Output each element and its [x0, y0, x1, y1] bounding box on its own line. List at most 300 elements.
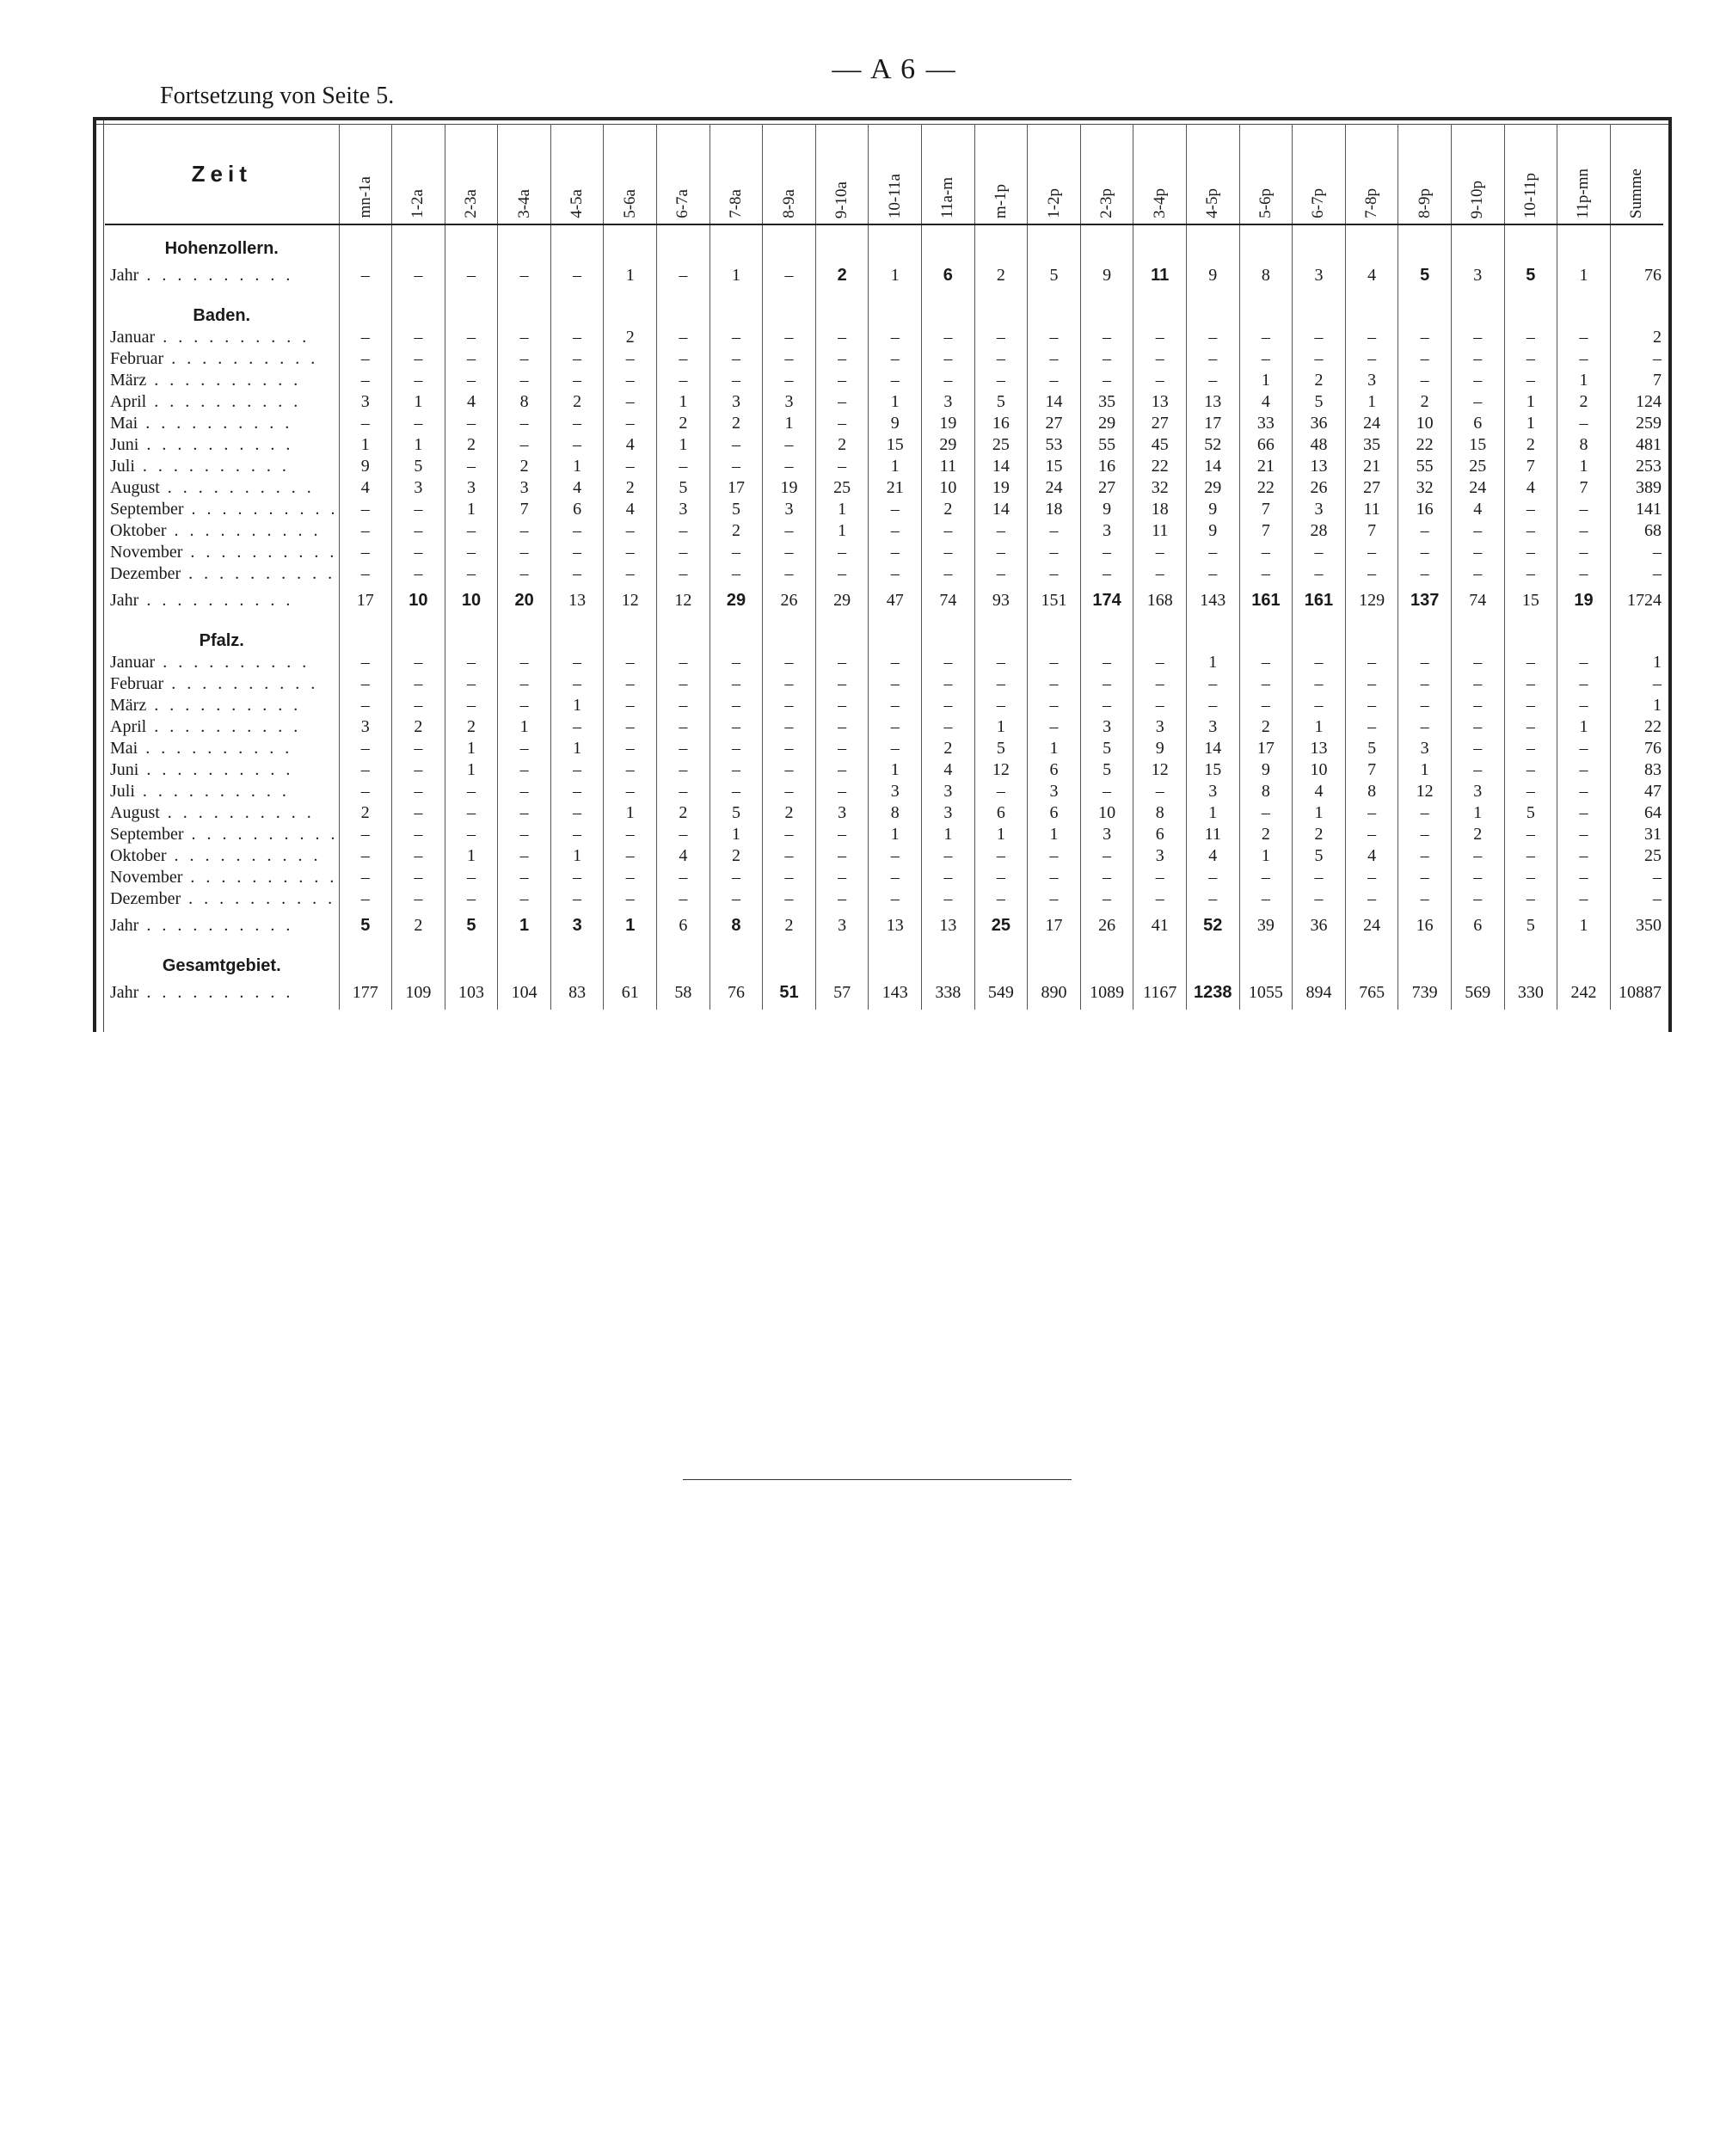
data-cell: 3: [1080, 822, 1133, 844]
data-cell: –: [550, 347, 604, 368]
column-header: [763, 124, 816, 224]
data-cell: –: [550, 672, 604, 693]
section-title: Baden.: [193, 306, 251, 325]
empty-cell: [1557, 292, 1611, 325]
data-cell: –: [604, 822, 657, 844]
column-header: [1451, 124, 1504, 224]
data-cell: –: [550, 519, 604, 540]
data-cell: –: [550, 562, 604, 583]
data-cell: 17: [1028, 908, 1081, 943]
data-cell: –: [1187, 672, 1240, 693]
data-cell: –: [1293, 887, 1346, 908]
empty-cell: [604, 292, 657, 325]
column-header-label: 4-5p: [1203, 188, 1222, 218]
data-cell: –: [1398, 650, 1452, 672]
data-cell: 2: [1293, 822, 1346, 844]
total-cell: –: [1610, 562, 1663, 583]
data-cell: 5: [1293, 390, 1346, 411]
data-cell: –: [1028, 715, 1081, 736]
data-cell: –: [339, 562, 392, 583]
empty-cell: [710, 943, 763, 975]
data-cell: 16: [1080, 454, 1133, 476]
data-cell: –: [1080, 844, 1133, 865]
data-cell: –: [869, 693, 922, 715]
data-cell: –: [1133, 672, 1187, 693]
column-header-label: 1-2p: [1044, 188, 1063, 218]
month-row: [105, 325, 1663, 347]
data-cell: –: [710, 779, 763, 801]
data-cell: 3: [1187, 779, 1240, 801]
data-cell: –: [815, 865, 869, 887]
data-cell: –: [763, 887, 816, 908]
month-row: [105, 715, 1663, 736]
column-header-label: 7-8p: [1362, 188, 1381, 218]
data-cell: –: [763, 844, 816, 865]
data-cell: 1: [604, 258, 657, 292]
column-header: [1398, 124, 1452, 224]
empty-cell: [1398, 617, 1452, 650]
data-cell: 3: [1345, 368, 1398, 390]
data-cell: –: [1398, 540, 1452, 562]
column-header-label: 8-9a: [779, 189, 798, 218]
data-cell: 5: [1398, 258, 1452, 292]
data-cell: –: [1504, 672, 1557, 693]
data-cell: –: [604, 562, 657, 583]
data-cell: 8: [1557, 433, 1611, 454]
data-cell: –: [1239, 347, 1293, 368]
empty-cell: [1293, 617, 1346, 650]
data-cell: –: [1239, 325, 1293, 347]
data-cell: 1055: [1239, 975, 1293, 1010]
data-cell: –: [1504, 540, 1557, 562]
data-cell: –: [657, 672, 710, 693]
data-cell: 765: [1345, 975, 1398, 1010]
data-cell: –: [1557, 844, 1611, 865]
data-cell: 3: [815, 801, 869, 822]
data-cell: 9: [1133, 736, 1187, 758]
data-cell: 1: [1557, 715, 1611, 736]
data-cell: 3: [763, 390, 816, 411]
data-cell: –: [604, 736, 657, 758]
data-cell: 739: [1398, 975, 1452, 1010]
data-cell: 2: [392, 715, 445, 736]
data-cell: –: [1557, 672, 1611, 693]
data-cell: 12: [604, 583, 657, 617]
data-cell: 8: [710, 908, 763, 943]
section-header-row: [105, 943, 1663, 975]
data-cell: –: [869, 497, 922, 519]
empty-cell: [339, 943, 392, 975]
data-cell: 6: [922, 258, 975, 292]
data-cell: –: [1080, 540, 1133, 562]
data-cell: 9: [869, 411, 922, 433]
empty-cell: [604, 617, 657, 650]
data-cell: 20: [498, 583, 551, 617]
data-cell: –: [815, 325, 869, 347]
total-cell: 68: [1610, 519, 1663, 540]
data-cell: 29: [710, 583, 763, 617]
data-cell: 13: [1293, 736, 1346, 758]
data-cell: –: [1451, 390, 1504, 411]
data-cell: –: [1451, 540, 1504, 562]
data-cell: –: [339, 540, 392, 562]
data-cell: 2: [550, 390, 604, 411]
total-cell: 76: [1610, 736, 1663, 758]
data-cell: 4: [657, 844, 710, 865]
data-cell: –: [1398, 325, 1452, 347]
data-cell: –: [1345, 865, 1398, 887]
data-cell: 16: [1398, 497, 1452, 519]
data-cell: –: [974, 865, 1028, 887]
data-cell: –: [1504, 865, 1557, 887]
data-cell: 3: [1398, 736, 1452, 758]
data-cell: –: [657, 693, 710, 715]
empty-cell: [1080, 292, 1133, 325]
data-cell: –: [974, 368, 1028, 390]
column-header: [550, 124, 604, 224]
empty-cell: [604, 943, 657, 975]
data-cell: –: [974, 693, 1028, 715]
data-cell: 1: [392, 390, 445, 411]
data-cell: 8: [1345, 779, 1398, 801]
empty-cell: [710, 292, 763, 325]
empty-cell: [1239, 617, 1293, 650]
data-cell: –: [1133, 562, 1187, 583]
data-cell: –: [1028, 347, 1081, 368]
data-cell: 83: [550, 975, 604, 1010]
data-cell: 27: [1345, 476, 1398, 497]
empty-cell: [1610, 292, 1663, 325]
empty-cell: [763, 292, 816, 325]
data-cell: –: [1028, 540, 1081, 562]
row-label: Jahr . . .: [105, 975, 339, 1010]
month-row: [105, 650, 1663, 672]
section-header-row: [105, 617, 1663, 650]
empty-cell: [1133, 617, 1187, 650]
data-cell: –: [710, 865, 763, 887]
data-cell: 3: [869, 779, 922, 801]
data-cell: 1: [1557, 368, 1611, 390]
row-label: März . . .: [105, 368, 339, 390]
empty-cell: [1345, 943, 1398, 975]
data-cell: –: [392, 519, 445, 540]
row-label: Dezember . . .: [105, 887, 339, 908]
data-cell: 18: [1028, 497, 1081, 519]
data-cell: –: [498, 865, 551, 887]
data-cell: –: [1398, 519, 1452, 540]
data-cell: –: [1133, 865, 1187, 887]
data-cell: 1: [974, 822, 1028, 844]
data-cell: –: [1293, 347, 1346, 368]
data-cell: 5: [1080, 758, 1133, 779]
data-cell: 2: [657, 801, 710, 822]
empty-cell: [1080, 617, 1133, 650]
data-cell: 1: [339, 433, 392, 454]
data-cell: –: [1080, 779, 1133, 801]
month-row: [105, 887, 1663, 908]
data-cell: 5: [1345, 736, 1398, 758]
data-cell: –: [1187, 865, 1240, 887]
data-cell: 1: [922, 822, 975, 844]
data-cell: 1: [1239, 844, 1293, 865]
data-cell: 7: [1345, 758, 1398, 779]
data-cell: –: [392, 347, 445, 368]
data-cell: 1: [1398, 758, 1452, 779]
empty-cell: [445, 292, 498, 325]
data-cell: –: [1557, 540, 1611, 562]
row-label: März . . .: [105, 693, 339, 715]
data-cell: –: [1345, 347, 1398, 368]
data-cell: 3: [445, 476, 498, 497]
data-cell: 1: [710, 258, 763, 292]
column-header: [1133, 124, 1187, 224]
data-cell: 15: [1451, 433, 1504, 454]
empty-cell: [710, 617, 763, 650]
data-cell: –: [1398, 693, 1452, 715]
data-cell: –: [1557, 758, 1611, 779]
data-cell: 3: [1451, 779, 1504, 801]
empty-cell: [1345, 617, 1398, 650]
data-cell: 3: [339, 715, 392, 736]
data-cell: –: [710, 693, 763, 715]
data-cell: –: [763, 736, 816, 758]
column-header: [1080, 124, 1133, 224]
empty-cell: [1610, 224, 1663, 258]
data-cell: 3: [1028, 779, 1081, 801]
column-header: [339, 124, 392, 224]
data-cell: 569: [1451, 975, 1504, 1010]
data-cell: 1: [815, 497, 869, 519]
total-cell: 141: [1610, 497, 1663, 519]
data-cell: –: [657, 325, 710, 347]
data-cell: 5: [1504, 258, 1557, 292]
data-cell: 2: [1504, 433, 1557, 454]
data-cell: –: [1451, 347, 1504, 368]
month-row: [105, 476, 1663, 497]
section-header-row: [105, 224, 1663, 258]
empty-cell: [922, 224, 975, 258]
data-cell: 14: [1187, 736, 1240, 758]
empty-cell: [1557, 943, 1611, 975]
data-cell: 27: [1080, 476, 1133, 497]
data-cell: –: [604, 844, 657, 865]
statistics-table: [105, 124, 1663, 1010]
data-cell: 3: [815, 908, 869, 943]
data-cell: –: [869, 562, 922, 583]
data-cell: 6: [1133, 822, 1187, 844]
data-cell: 13: [1293, 454, 1346, 476]
data-cell: –: [604, 390, 657, 411]
data-cell: 5: [974, 390, 1028, 411]
data-cell: 17: [1187, 411, 1240, 433]
data-cell: 3: [710, 390, 763, 411]
data-cell: 7: [1557, 476, 1611, 497]
data-cell: –: [550, 650, 604, 672]
data-cell: –: [763, 454, 816, 476]
data-cell: 4: [922, 758, 975, 779]
data-cell: 17: [710, 476, 763, 497]
data-cell: 11: [922, 454, 975, 476]
data-cell: 8: [1239, 779, 1293, 801]
data-cell: –: [922, 368, 975, 390]
data-cell: –: [392, 411, 445, 433]
data-cell: –: [922, 347, 975, 368]
row-label: April . . .: [105, 390, 339, 411]
data-cell: 1: [1293, 801, 1346, 822]
total-cell: 31: [1610, 822, 1663, 844]
data-cell: 24: [1345, 908, 1398, 943]
data-cell: –: [604, 865, 657, 887]
row-label: Juni . . .: [105, 758, 339, 779]
column-header: [392, 124, 445, 224]
row-label: November . . .: [105, 540, 339, 562]
data-cell: –: [1557, 693, 1611, 715]
data-cell: –: [1028, 562, 1081, 583]
data-cell: 52: [1187, 908, 1240, 943]
data-cell: 7: [498, 497, 551, 519]
data-cell: 2: [445, 433, 498, 454]
data-cell: –: [1187, 562, 1240, 583]
data-cell: –: [392, 865, 445, 887]
data-cell: 10: [392, 583, 445, 617]
data-cell: –: [1133, 325, 1187, 347]
data-cell: 3: [763, 497, 816, 519]
data-cell: –: [815, 672, 869, 693]
data-cell: –: [1028, 519, 1081, 540]
data-cell: –: [1557, 562, 1611, 583]
data-cell: –: [604, 368, 657, 390]
data-cell: –: [815, 822, 869, 844]
data-cell: 8: [869, 801, 922, 822]
empty-cell: [1028, 617, 1081, 650]
data-cell: –: [1293, 540, 1346, 562]
data-cell: –: [339, 736, 392, 758]
total-cell: 1: [1610, 650, 1663, 672]
data-cell: –: [869, 844, 922, 865]
data-cell: –: [445, 672, 498, 693]
total-cell: –: [1610, 540, 1663, 562]
data-cell: 55: [1080, 433, 1133, 454]
data-cell: –: [1293, 325, 1346, 347]
data-cell: 5: [657, 476, 710, 497]
data-cell: –: [339, 258, 392, 292]
data-cell: 1: [392, 433, 445, 454]
data-cell: 28: [1293, 519, 1346, 540]
data-cell: –: [657, 779, 710, 801]
empty-cell: [1133, 224, 1187, 258]
column-header-label: 4-5a: [568, 189, 587, 218]
data-cell: 151: [1028, 583, 1081, 617]
data-cell: –: [974, 844, 1028, 865]
data-cell: –: [445, 779, 498, 801]
data-cell: 5: [392, 454, 445, 476]
data-cell: 57: [815, 975, 869, 1010]
data-cell: 4: [1239, 390, 1293, 411]
data-cell: –: [1080, 672, 1133, 693]
data-cell: 8: [498, 390, 551, 411]
data-cell: –: [710, 433, 763, 454]
data-cell: –: [869, 325, 922, 347]
year-total-row: [105, 258, 1663, 292]
data-cell: 5: [974, 736, 1028, 758]
data-cell: 17: [1239, 736, 1293, 758]
data-cell: 27: [1133, 411, 1187, 433]
column-header-label: Summe: [1627, 168, 1646, 218]
data-cell: –: [763, 368, 816, 390]
data-cell: 1: [1557, 258, 1611, 292]
data-cell: 1: [1504, 390, 1557, 411]
data-cell: 174: [1080, 583, 1133, 617]
data-cell: 4: [339, 476, 392, 497]
data-cell: –: [815, 390, 869, 411]
data-cell: 3: [657, 497, 710, 519]
data-cell: –: [445, 368, 498, 390]
data-cell: 3: [1293, 497, 1346, 519]
data-cell: –: [763, 672, 816, 693]
data-cell: –: [815, 887, 869, 908]
month-row: [105, 519, 1663, 540]
data-cell: 4: [1345, 258, 1398, 292]
data-cell: 19: [1557, 583, 1611, 617]
data-cell: 4: [1504, 476, 1557, 497]
data-cell: 2: [604, 325, 657, 347]
data-cell: 2: [657, 411, 710, 433]
data-cell: –: [339, 347, 392, 368]
empty-cell: [392, 617, 445, 650]
month-row: [105, 844, 1663, 865]
data-cell: 6: [974, 801, 1028, 822]
data-cell: 1: [1451, 801, 1504, 822]
total-cell: 7: [1610, 368, 1663, 390]
data-cell: 4: [1345, 844, 1398, 865]
data-cell: –: [974, 519, 1028, 540]
row-label: Dezember . . .: [105, 562, 339, 583]
data-cell: –: [339, 779, 392, 801]
total-cell: –: [1610, 887, 1663, 908]
column-header: [445, 124, 498, 224]
data-cell: –: [550, 801, 604, 822]
data-cell: –: [339, 519, 392, 540]
data-cell: 1: [1504, 411, 1557, 433]
data-cell: –: [763, 540, 816, 562]
data-cell: –: [1293, 562, 1346, 583]
data-cell: –: [1557, 411, 1611, 433]
data-cell: 16: [974, 411, 1028, 433]
data-cell: –: [392, 779, 445, 801]
data-cell: 26: [1080, 908, 1133, 943]
data-cell: 161: [1239, 583, 1293, 617]
data-cell: 3: [339, 390, 392, 411]
data-cell: –: [1504, 715, 1557, 736]
data-cell: 14: [974, 454, 1028, 476]
data-cell: 21: [869, 476, 922, 497]
data-cell: 1: [869, 758, 922, 779]
data-cell: 137: [1398, 583, 1452, 617]
data-cell: –: [974, 562, 1028, 583]
data-cell: 3: [1133, 844, 1187, 865]
data-cell: 1: [869, 454, 922, 476]
data-cell: –: [763, 865, 816, 887]
data-cell: 22: [1239, 476, 1293, 497]
data-cell: 1: [550, 844, 604, 865]
total-cell: 47: [1610, 779, 1663, 801]
data-cell: 338: [922, 975, 975, 1010]
data-cell: 36: [1293, 908, 1346, 943]
data-cell: –: [1557, 650, 1611, 672]
data-cell: 2: [392, 908, 445, 943]
data-cell: –: [710, 887, 763, 908]
column-header: [1557, 124, 1611, 224]
